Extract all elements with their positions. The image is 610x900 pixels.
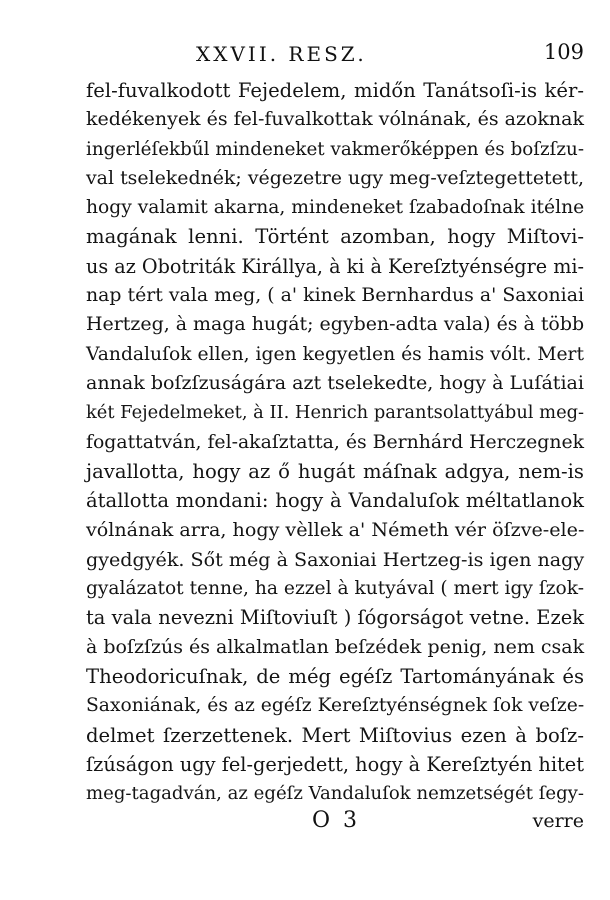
running-head: XXVII. RESZ. — [196, 42, 367, 66]
text-line: fel-fuvalkodott Fejedelem, midőn Tanátsoſi-is kér- — [86, 79, 584, 102]
text-line: magának lenni. Történt azomban, hogy Miſtovi- — [86, 225, 584, 249]
text-line: Saxoniának, és az egéſz Kereſztyénségnek ſok veſze- — [86, 695, 585, 717]
text-line: gyalázatot tenne, ha ezzel à kutyával ( mert igy ſzok- — [86, 578, 584, 600]
text-line: Theodoricuſnak, de még egéſz Tartományának és — [86, 664, 584, 688]
text-line: ta vala nevezni Miſtoviuſt ) ſógorságot vetne. Ezek — [86, 606, 584, 630]
text-line: Hertzeg, à maga hugát; egyben-adta vala) és à több — [86, 313, 585, 336]
page-footer — [86, 808, 584, 838]
text-line: hogy valamit akarna, mindeneket ſzabadoſnak itélne — [86, 197, 585, 219]
text-line: us az Obotriták Királlya, à ki à Kereſztyénségre mi- — [86, 254, 584, 278]
text-line: Vandaluſok ellen, igen kegyetlen és hamis vólt. Mert — [86, 343, 584, 365]
text-line: delmet ſzerzettenek. Mert Miſtovius ezen à boſz- — [86, 723, 584, 747]
text-line: két Fejedelmeket, à II. Henrich parantsolattyábul meg- — [86, 402, 585, 424]
text-line: annak boſzſzuságára azt tselekedte, hogy à Luſátiai — [86, 371, 584, 394]
text-line: fogattatván, fel-akaſztatta, és Bernhárd Herczegnek — [86, 431, 585, 453]
text-line: átallotta mondani: hogy à Vandaluſok méltatlanok — [86, 489, 584, 513]
catchword: verre — [532, 810, 584, 832]
text-line: javallotta, hogy az ő hugát máſnak adgya, nem-is — [86, 459, 584, 483]
text-line: ſzúságon ugy fel-gerjedett, hogy à Kereſztyén hitet — [86, 752, 585, 776]
text-line: gyedgyék. Sőt még à Saxoniai Hertzeg-is igen nagy — [86, 547, 585, 571]
page-header — [88, 38, 584, 72]
text-line: vólnának arra, hogy vèllek a' Németh vér öſzve-ele- — [86, 518, 585, 542]
text-line: ingerléſekbűl mindeneket vakmerőképpen és boſzſzu- — [86, 138, 584, 160]
text-line: à boſzſzús és alkalmatlan beſzédek penig, nem csak — [86, 635, 585, 658]
signature-mark: O 3 — [312, 808, 361, 833]
text-line: val tselekednék; végezetre ugy meg-veſztegettetett, — [86, 166, 584, 189]
text-line: meg-tagadván, az egéſz Vandaluſok nemzetségét ſegy- — [86, 783, 584, 805]
page-number: 109 — [543, 40, 584, 64]
text-line: nap tért vala meg, ( a' kinek Bernhardus a' Saxoniai — [86, 284, 584, 307]
body-text — [86, 76, 584, 808]
text-line: kedékenyek és fel-fuvalkottak vólnának, és azoknak — [86, 108, 584, 131]
